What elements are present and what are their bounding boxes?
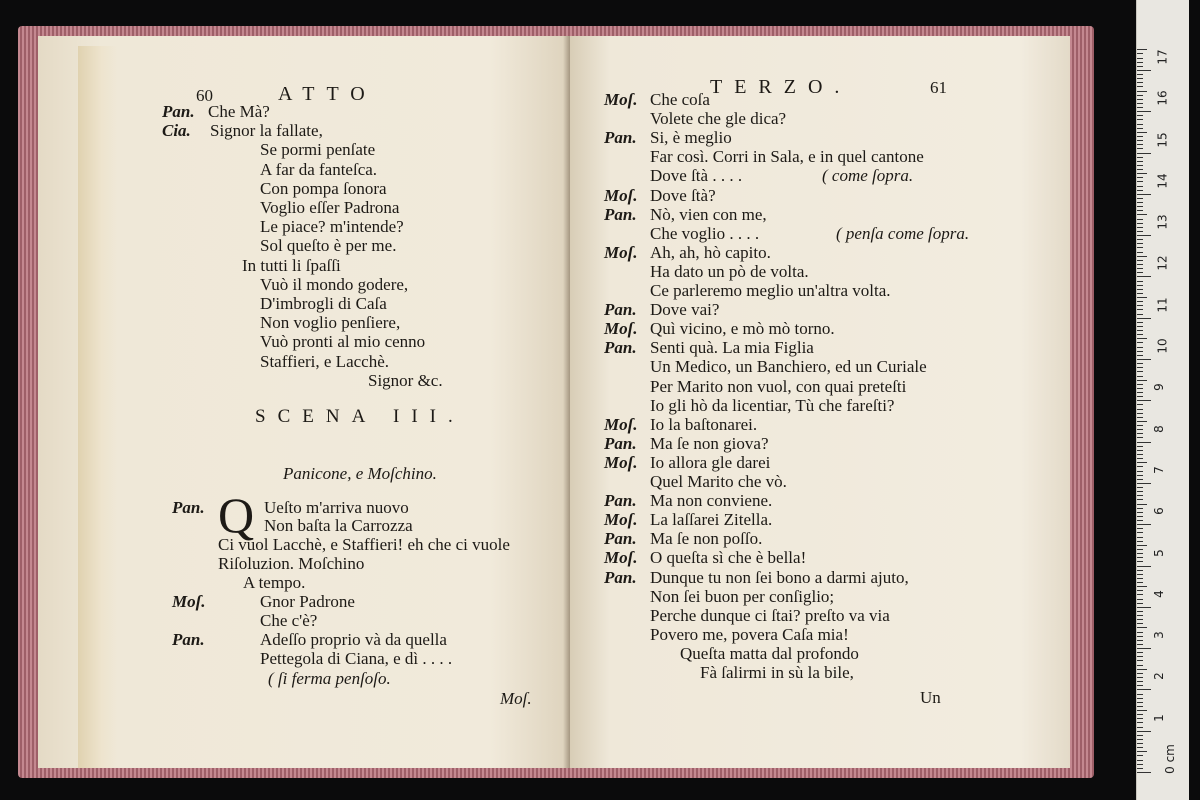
dialogue-line: O queſta sì che è bella!: [650, 548, 807, 568]
ruler-label: 14: [1155, 173, 1170, 189]
ruler-tick: [1137, 186, 1143, 187]
ruler-tick: [1137, 413, 1143, 414]
ruler-tick: [1137, 301, 1143, 302]
ruler-tick: [1137, 553, 1143, 554]
ruler-tick: [1137, 214, 1147, 215]
dialogue-line: Riſoluzion. Moſchino: [218, 554, 365, 573]
verse-line: Staffieri, e Lacchè.: [260, 351, 390, 371]
speaker-label: Pan.: [604, 491, 637, 511]
ruler-tick: [1137, 49, 1147, 50]
speaker-label: Moſ.: [604, 510, 638, 530]
speaker-label: Moſ.: [604, 548, 638, 568]
ruler-tick: [1137, 219, 1143, 220]
ruler-tick: [1137, 173, 1147, 174]
ruler-tick: [1137, 58, 1143, 59]
ruler-tick: [1137, 62, 1143, 63]
ruler-tick: [1137, 636, 1143, 637]
ruler-label: 8: [1151, 424, 1166, 433]
ruler-label: 11: [1155, 297, 1170, 313]
speaker-label: Pan.: [172, 498, 205, 517]
scene-characters: Panicone, e Moſchino.: [283, 464, 437, 483]
ruler-tick: [1137, 673, 1143, 674]
verse-line: Signor la fallate,: [210, 121, 323, 141]
ruler-tick: [1137, 545, 1147, 546]
ruler-tick: [1137, 107, 1143, 108]
ruler-tick: [1137, 157, 1143, 158]
ruler-tick: [1137, 181, 1143, 182]
speaker-label: Moſ.: [604, 90, 638, 109]
dialogue-line: A tempo.: [243, 573, 306, 592]
ruler-tick: [1137, 388, 1143, 389]
dialogue-line: Quì vicino, e mò mò torno.: [650, 319, 835, 339]
ruler-tick: [1137, 710, 1147, 711]
dialogue-line: Ma ſe non poſſo.: [650, 529, 763, 549]
verse-line: Signor &c.: [368, 370, 443, 390]
ruler-tick: [1137, 442, 1151, 443]
ruler-tick: [1137, 272, 1143, 273]
ruler-tick: [1137, 351, 1143, 352]
ruler-tick: [1137, 128, 1143, 129]
ruler-tick: [1137, 594, 1143, 595]
ruler-label: 12: [1155, 255, 1170, 272]
ruler-tick: [1137, 82, 1143, 83]
ruler-tick: [1137, 755, 1143, 756]
ruler-tick: [1137, 751, 1147, 752]
dialogue-line: Che coſa: [650, 90, 710, 109]
ruler-tick: [1137, 289, 1143, 290]
ruler-tick: [1137, 243, 1143, 244]
ruler-tick: [1137, 194, 1151, 195]
running-header-right: TERZO.: [710, 76, 852, 98]
ruler-tick: [1137, 231, 1143, 232]
stage-direction: ( come ſopra.: [822, 166, 914, 186]
ruler-tick: [1137, 376, 1143, 377]
page-edge: [78, 46, 118, 768]
ruler-tick: [1137, 627, 1147, 628]
ruler-tick: [1137, 743, 1143, 744]
ruler-tick: [1137, 706, 1143, 707]
dialogue-line: Io allora gle darei: [650, 452, 771, 472]
ruler-tick: [1137, 619, 1143, 620]
ruler-label: 6: [1151, 507, 1166, 516]
ruler-tick: [1137, 607, 1151, 608]
dialogue-line: Volete che gle dica?: [650, 109, 787, 129]
ruler-tick: [1137, 363, 1143, 364]
ruler-tick: [1137, 140, 1143, 141]
verse-line: Non voglio penſiere,: [260, 313, 401, 333]
dialogue-line: Ueſto m'arriva nuovo: [264, 498, 409, 517]
ruler-tick: [1137, 656, 1143, 657]
ruler-tick: [1137, 371, 1143, 372]
dialogue-line: Dove vai?: [650, 300, 720, 320]
ruler-tick: [1137, 541, 1143, 542]
speaker-label: Pan.: [604, 204, 637, 224]
dialogue-line: La laſſarei Zitella.: [650, 510, 773, 530]
ruler-tick: [1137, 74, 1143, 75]
ruler-tick: [1137, 433, 1143, 434]
left-page: [38, 36, 570, 768]
ruler-tick: [1137, 392, 1143, 393]
ruler-tick: [1137, 119, 1143, 120]
dialogue-line: Far così. Corri in Sala, e in quel cantone: [650, 147, 924, 167]
ruler-tick: [1137, 169, 1143, 170]
ruler-tick: [1137, 260, 1143, 261]
page-number-left: 60: [196, 86, 213, 105]
dialogue-line: Senti quà. La mia Figlia: [650, 338, 814, 358]
ruler-tick: [1137, 491, 1143, 492]
ruler-tick: [1137, 409, 1143, 410]
ruler-tick: [1137, 512, 1143, 513]
ruler-tick: [1137, 722, 1143, 723]
verse-line: Vuò pronti al mio cenno: [260, 332, 426, 352]
dialogue-line: Ma ſe non giova?: [650, 433, 769, 453]
ruler-tick: [1137, 702, 1143, 703]
ruler-tick: [1137, 132, 1147, 133]
dialogue-line: Povero me, povera Caſa mia!: [650, 624, 849, 644]
ruler-tick: [1137, 148, 1143, 149]
ruler-tick: [1137, 91, 1147, 92]
dialogue-line: Ah, ah, hò capito.: [650, 242, 771, 262]
dialogue-line: Ma non conviene.: [650, 491, 773, 511]
ruler-tick: [1137, 466, 1143, 467]
ruler-tick: [1137, 574, 1143, 575]
dialogue-line: Io la baſtonarei.: [650, 414, 758, 434]
ruler-tick: [1137, 694, 1143, 695]
verse-line: Che Mà?: [208, 102, 270, 121]
ruler-tick: [1137, 396, 1143, 397]
ruler-tick: [1137, 206, 1143, 207]
speaker-label: Moſ.: [604, 414, 638, 434]
measuring-ruler: [1136, 0, 1189, 800]
ruler-tick: [1137, 165, 1143, 166]
verse-line: Le piace? m'intende?: [260, 217, 404, 237]
ruler-tick: [1137, 276, 1151, 277]
ruler-label: 5: [1151, 548, 1166, 557]
speaker-label: Moſ.: [604, 452, 638, 472]
ruler-tick: [1137, 95, 1143, 96]
dialogue-line: Ci vuol Lacchè, e Staffieri! eh che ci vuole: [218, 535, 510, 554]
speaker-label: Pan.: [604, 300, 637, 320]
ruler-label: 16: [1155, 90, 1170, 106]
ruler-tick: [1137, 582, 1143, 583]
ruler-tick: [1137, 532, 1143, 533]
verse-line: A far da fanteſca.: [260, 159, 378, 179]
speaker-label: Pan.: [604, 567, 637, 587]
dialogue-line: Che voglio . . . .: [650, 223, 760, 243]
ruler-tick: [1137, 305, 1143, 306]
ruler-tick: [1137, 603, 1143, 604]
ruler-tick: [1137, 281, 1143, 282]
ruler-tick: [1137, 557, 1143, 558]
ruler-tick: [1137, 475, 1143, 476]
ruler-tick: [1137, 731, 1151, 732]
ruler-tick: [1137, 578, 1143, 579]
ruler-tick: [1137, 161, 1143, 162]
ruler-tick: [1137, 549, 1143, 550]
ruler-tick: [1137, 487, 1143, 488]
ruler-label: 0 cm: [1162, 744, 1177, 774]
ruler-tick: [1137, 285, 1143, 286]
dialogue-line: Perche dunque ci ſtai? preſto va via: [650, 605, 890, 625]
dialogue-line: Un Medico, un Banchiero, ed un Curiale: [650, 357, 927, 377]
ruler-tick: [1137, 314, 1143, 315]
ruler-tick: [1137, 347, 1143, 348]
ruler-tick: [1137, 293, 1143, 294]
speaker-label: Pan.: [604, 433, 637, 453]
dialogue-line: Gnor Padrone: [260, 592, 355, 611]
ruler-tick: [1137, 483, 1151, 484]
ruler-tick: [1137, 53, 1143, 54]
speaker-label: Moſ.: [172, 592, 206, 611]
ruler-tick: [1137, 103, 1143, 104]
speaker-label: Moſ.: [604, 185, 638, 205]
ruler-label: 4: [1151, 589, 1166, 598]
ruler-label: 3: [1151, 631, 1166, 639]
ruler-tick: [1137, 338, 1147, 339]
ruler-tick: [1137, 318, 1151, 319]
ruler-tick: [1137, 404, 1143, 405]
page-number-right: 61: [930, 78, 947, 97]
ruler-tick: [1137, 198, 1143, 199]
ruler-tick: [1137, 660, 1143, 661]
ruler-tick: [1137, 99, 1143, 100]
speaker-label: Cia.: [162, 121, 191, 141]
ruler-tick: [1137, 462, 1147, 463]
ruler-tick: [1137, 524, 1151, 525]
ruler-tick: [1137, 202, 1143, 203]
book: [18, 26, 1094, 778]
scene-title: SCENA III.: [255, 406, 465, 427]
ruler-tick: [1137, 454, 1143, 455]
ruler-tick: [1137, 153, 1151, 154]
speaker-label: Pan.: [162, 102, 195, 121]
ruler-tick: [1137, 86, 1143, 87]
ruler-tick: [1137, 223, 1143, 224]
ruler-tick: [1137, 648, 1151, 649]
ruler-tick: [1137, 355, 1143, 356]
right-page: [570, 36, 1070, 768]
ruler-tick: [1137, 714, 1143, 715]
ruler-label: 10: [1155, 338, 1170, 354]
ruler-tick: [1137, 111, 1151, 112]
ruler-tick: [1137, 210, 1143, 211]
running-header-left: ATTO: [278, 83, 377, 105]
ruler-tick: [1137, 681, 1143, 682]
ruler-tick: [1137, 611, 1143, 612]
verse-line: Vuò il mondo godere,: [260, 274, 409, 294]
dialogue-line: Queſta matta dal profondo: [680, 643, 859, 663]
ruler-label: 13: [1155, 214, 1170, 230]
ruler-tick: [1137, 566, 1151, 567]
ruler-tick: [1137, 739, 1143, 740]
speaker-label: Moſ.: [604, 242, 638, 262]
ruler-tick: [1137, 124, 1143, 125]
ruler-tick: [1137, 78, 1143, 79]
ruler-tick: [1137, 727, 1143, 728]
ruler-tick: [1137, 190, 1143, 191]
ruler-tick: [1137, 264, 1143, 265]
ruler-tick: [1137, 689, 1151, 690]
ruler-tick: [1137, 508, 1143, 509]
ruler-tick: [1137, 70, 1151, 71]
verse-line: Con pompa ſonora: [260, 178, 387, 198]
verse-line: Se pormi penſate: [260, 140, 376, 160]
ruler-tick: [1137, 247, 1143, 248]
ruler-tick: [1137, 425, 1143, 426]
ruler-label: 7: [1151, 466, 1166, 474]
dialogue-line: Non baſta la Carrozza: [264, 516, 413, 535]
ruler-tick: [1137, 615, 1143, 616]
ruler-tick: [1137, 437, 1143, 438]
ruler-tick: [1137, 326, 1143, 327]
ruler-label: 9: [1151, 383, 1166, 392]
ruler-tick: [1137, 471, 1143, 472]
ruler-tick: [1137, 400, 1151, 401]
dialogue-line: Dove ſtà?: [650, 185, 716, 205]
speaker-label: Pan.: [604, 529, 637, 549]
ruler-tick: [1137, 677, 1143, 678]
catchword-right: Un: [920, 688, 941, 707]
ruler-tick: [1137, 499, 1143, 500]
ruler-tick: [1137, 256, 1147, 257]
speaker-label: Moſ.: [604, 319, 638, 339]
ruler-tick: [1137, 367, 1143, 368]
dialogue-line: Non ſei buon per conſiglio;: [650, 586, 835, 606]
ruler-tick: [1137, 520, 1143, 521]
ruler-tick: [1137, 359, 1151, 360]
ruler-tick: [1137, 586, 1147, 587]
ruler-tick: [1137, 235, 1151, 236]
ruler-tick: [1137, 644, 1143, 645]
ruler-tick: [1137, 685, 1143, 686]
ruler-label: 2: [1151, 672, 1166, 681]
ruler-tick: [1137, 764, 1143, 765]
verse-line: Voglio eſſer Padrona: [260, 198, 400, 217]
speaker-label: Pan.: [172, 630, 205, 649]
ruler-tick: [1137, 537, 1143, 538]
dialogue-line: Che c'è?: [260, 611, 318, 630]
ruler-tick: [1137, 268, 1143, 269]
dialogue-line: ( ſi ferma penſoſo.: [268, 669, 391, 688]
ruler-tick: [1137, 66, 1143, 67]
ruler-tick: [1137, 330, 1143, 331]
ruler-tick: [1137, 669, 1147, 670]
ruler-tick: [1137, 252, 1143, 253]
ruler-tick: [1137, 479, 1143, 480]
ruler-tick: [1137, 718, 1143, 719]
ruler-tick: [1137, 417, 1143, 418]
ruler-tick: [1137, 384, 1143, 385]
ruler-tick: [1137, 446, 1143, 447]
ruler-tick: [1137, 136, 1143, 137]
ruler-tick: [1137, 309, 1143, 310]
ruler-tick: [1137, 640, 1143, 641]
verse-line: In tutti li ſpaſſi: [242, 255, 341, 275]
ruler-tick: [1137, 665, 1143, 666]
dialogue-line: Dove ſtà . . . .: [650, 166, 743, 186]
ruler-label: 1: [1151, 713, 1166, 722]
dialogue-line: Nò, vien con me,: [650, 204, 767, 224]
dialogue-line: Ce parleremo meglio un'altra volta.: [650, 281, 891, 300]
ruler-tick: [1137, 590, 1143, 591]
dialogue-line: Si, è meglio: [650, 128, 732, 148]
ruler-tick: [1137, 504, 1147, 505]
ruler-tick: [1137, 528, 1143, 529]
ruler-tick: [1137, 144, 1143, 145]
verse-line: Sol queſto è per me.: [260, 236, 397, 256]
ruler-tick: [1137, 623, 1143, 624]
ruler-label: 17: [1155, 49, 1170, 65]
dialogue-line: Pettegola di Ciana, e dì . . . .: [260, 649, 453, 668]
ruler-tick: [1137, 380, 1147, 381]
dialogue-line: Per Marito non vuol, con quai preteſti: [650, 376, 907, 396]
catchword-left: Moſ.: [500, 689, 532, 708]
speaker-label: Pan.: [604, 338, 637, 358]
ruler-tick: [1137, 768, 1143, 769]
ruler-tick: [1137, 698, 1143, 699]
ruler-tick: [1137, 115, 1143, 116]
ruler-tick: [1137, 334, 1143, 335]
ruler-label: 15: [1155, 131, 1170, 148]
ruler-tick: [1137, 632, 1143, 633]
ruler-tick: [1137, 652, 1143, 653]
ruler-tick: [1137, 429, 1143, 430]
verse-line: D'imbrogli di Caſa: [260, 294, 387, 313]
dialogue-line: Fà ſalirmi in sù la bile,: [700, 663, 854, 682]
ruler-tick: [1137, 227, 1143, 228]
ruler-tick: [1137, 570, 1143, 571]
ruler-tick: [1137, 297, 1147, 298]
ruler-tick: [1137, 177, 1143, 178]
dialogue-line: Ha dato un pò de volta.: [650, 261, 809, 281]
ruler-tick: [1137, 599, 1143, 600]
ruler-tick: [1137, 450, 1143, 451]
ruler-tick: [1137, 239, 1143, 240]
ruler-tick: [1137, 458, 1143, 459]
ruler-tick: [1137, 760, 1143, 761]
ruler-tick: [1137, 516, 1143, 517]
ruler-tick: [1137, 735, 1143, 736]
ruler-tick: [1137, 342, 1143, 343]
ruler-tick: [1137, 322, 1143, 323]
dialogue-line: Adeſſo proprio và da quella: [260, 630, 447, 649]
ruler-tick: [1137, 421, 1147, 422]
dialogue-line: Dunque tu non ſei bono a darmi ajuto,: [650, 567, 909, 587]
dialogue-line: Io gli hò da licentiar, Tù che fareſti?: [650, 395, 895, 415]
speaker-label: Pan.: [604, 128, 637, 148]
ruler-tick: [1137, 772, 1151, 773]
ruler-tick: [1137, 495, 1143, 496]
ruler-tick: [1137, 747, 1143, 748]
stage-direction: ( penſa come ſopra.: [836, 223, 970, 243]
dialogue-line: Quel Marito che vò.: [650, 472, 787, 491]
ruler-tick: [1137, 561, 1143, 562]
drop-capital: Q: [218, 487, 255, 543]
